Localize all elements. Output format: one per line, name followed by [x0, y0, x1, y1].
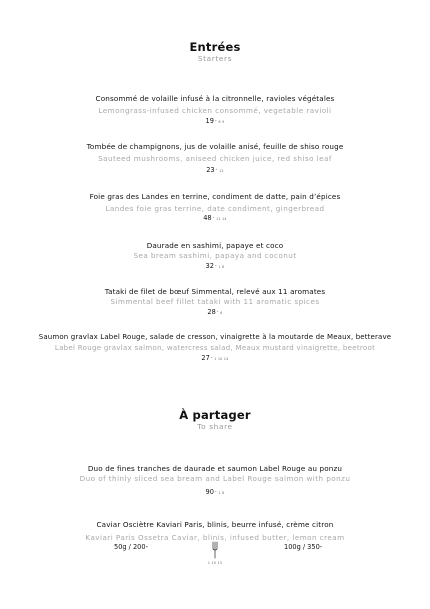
dish-tataki-en: Simmental beef fillet tataki with 11 aromatic spices: [110, 297, 320, 306]
price-value: 27: [201, 354, 210, 362]
price-value: 19: [205, 117, 214, 125]
caviar-spoon-icon: [211, 541, 219, 559]
currency-mark: -: [215, 167, 218, 172]
dish-caviar-fr: Caviar Osciètre Kaviari Paris, blinis, beurre infusé, crème citron: [96, 520, 334, 529]
dish-foie-gras-en: Landes foie gras terrine, date condiment, gingerbread: [105, 204, 325, 213]
price-saumon-gravlax: [0, 354, 430, 362]
dish-daurade-fr: Daurade en sashimi, papaye et coco: [146, 241, 284, 250]
dish-champignons-fr: Tombée de champignons, jus de volaille anisé, feuille de shiso rouge: [86, 142, 344, 151]
currency-mark: -: [214, 489, 217, 494]
allergen-codes: 1 8: [218, 491, 225, 495]
allergen-codes: 1 8: [218, 265, 225, 269]
price-tataki: [0, 308, 430, 316]
dish-daurade-en: Sea bream sashimi, papaya and coconut: [133, 251, 297, 260]
currency-mark: -: [216, 309, 219, 314]
price-daurade: [0, 262, 430, 270]
section-title-a-partager: À partager: [179, 408, 251, 422]
allergen-codes: 6 9: [218, 120, 225, 124]
allergen-codes: 1 10 14: [214, 357, 229, 361]
price-consomme: [0, 117, 430, 125]
price-value: 90: [205, 488, 214, 496]
section-title-entrees: Entrées: [189, 40, 241, 54]
price-caviar-50g: 50g / 200-: [114, 543, 148, 551]
allergen-codes: 11 14: [216, 217, 227, 221]
dish-duo-fr: Duo de fines tranches de daurade et saumon Label Rouge au ponzu: [87, 464, 343, 473]
dish-caviar-en: Kaviari Paris Ossetra Caviar, blinis, infused butter, lemon cream: [85, 533, 345, 542]
currency-mark: -: [210, 355, 213, 360]
price-duo: [0, 488, 430, 496]
dish-saumon-gravlax-en: Label Rouge gravlax salmon, watercress salad, Meaux mustard vinaigrette, beetroot: [54, 344, 376, 352]
price-caviar-100g: 100g / 350-: [284, 543, 323, 551]
currency-mark: -: [214, 118, 217, 123]
dish-saumon-gravlax-fr: Saumon gravlax Label Rouge, salade de cresson, vinaigrette à la moutarde de Meaux, betterave: [38, 333, 392, 341]
price-value: 23: [206, 166, 215, 174]
price-value: 28: [207, 308, 216, 316]
price-value: 32: [205, 262, 214, 270]
dish-consomme-en: Lemongrass-infused chicken consommé, vegetable ravioli: [98, 106, 332, 115]
price-champignons: [0, 166, 430, 174]
section-subtitle-starters: Starters: [197, 54, 233, 63]
allergen-codes: 12: [219, 169, 224, 173]
currency-mark: -: [212, 215, 215, 220]
dish-duo-en: Duo of thinly sliced sea bream and Label Rouge salmon with ponzu: [79, 474, 351, 483]
price-value: 48: [203, 214, 212, 222]
dish-champignons-en: Sauteed mushrooms, aniseed chicken juice, red shiso leaf: [98, 154, 332, 163]
dish-foie-gras-fr: Foie gras des Landes en terrine, condiment de datte, pain d’épices: [89, 192, 341, 201]
dish-consomme-fr: Consommé de volaille infusé à la citronnelle, ravioles végétales: [95, 94, 335, 103]
dish-tataki-fr: Tataki de filet de bœuf Simmental, relevé aux 11 aromates: [104, 287, 326, 296]
caviar-allergen-codes: 1 10 13: [207, 561, 223, 565]
allergen-codes: 6: [220, 311, 223, 315]
section-subtitle-to-share: To share: [197, 422, 233, 431]
price-foie-gras: [0, 214, 430, 222]
currency-mark: -: [214, 263, 217, 268]
